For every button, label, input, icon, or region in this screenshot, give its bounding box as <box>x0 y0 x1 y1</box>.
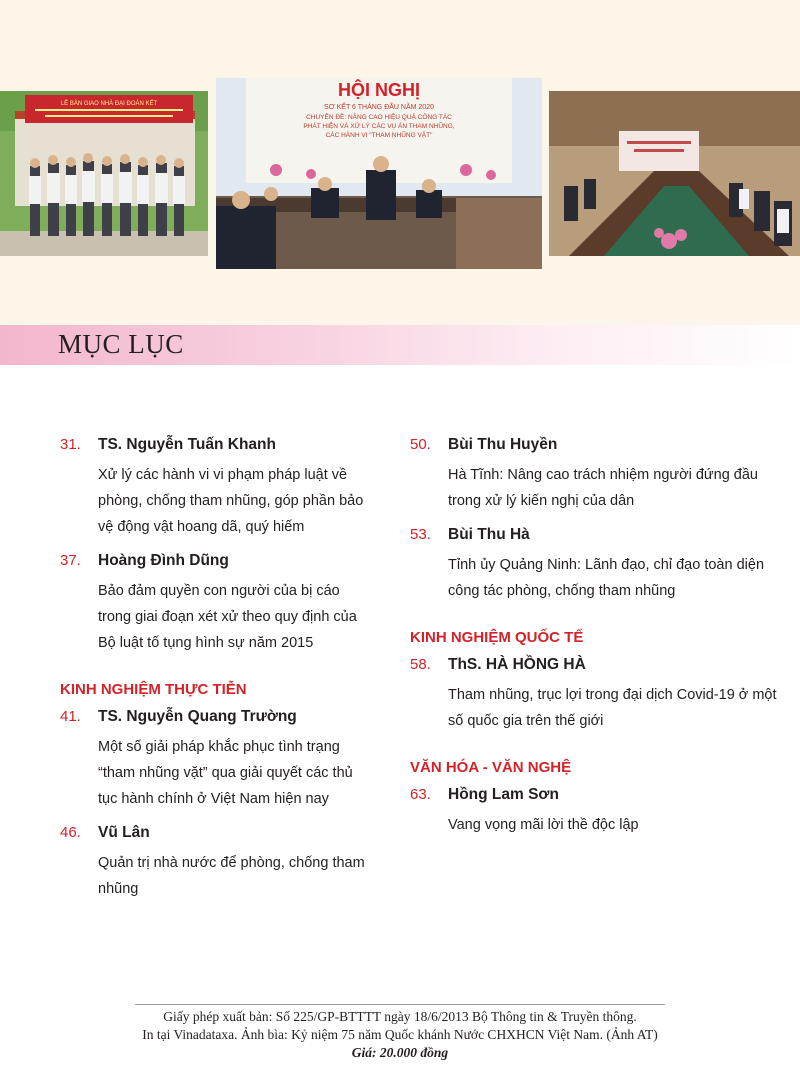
article-title: Tham nhũng, trục lợi trong đại dịch Covid-19 ở một số quốc gia trên thế giới <box>448 687 777 729</box>
article-title: Bảo đảm quyền con người của bị cáo trong giai đoạn xét xử theo quy định của Bộ luật tố tụng hình sự năm 2015 <box>98 583 357 651</box>
author-name: ThS. HÀ HỒNG HÀ <box>448 656 586 673</box>
page-number: 58. <box>410 656 431 673</box>
page-number: 53. <box>410 526 431 543</box>
author-name: TS. Nguyễn Tuấn Khanh <box>98 436 276 453</box>
conference-subtitle: SƠ KẾT 6 THÁNG ĐẦU NĂM 2020 <box>323 104 435 111</box>
toc-entry <box>60 820 370 902</box>
conference-topic-2: PHÁT HIỆN VÀ XỬ LÝ CÁC VỤ ÁN THAM NHŨNG, <box>303 123 455 130</box>
toc-entry <box>410 782 780 838</box>
page-number: 46. <box>60 824 81 841</box>
license-line: Giấy phép xuất bản: Số 225/GP-BTTTT ngày 18/6/2013 Bộ Thông tin & Truyền thông. <box>163 1009 637 1024</box>
section-heading: VĂN HÓA - VĂN NGHỆ <box>410 759 572 776</box>
meeting-room-photo <box>549 91 800 256</box>
conference-photo <box>216 78 542 269</box>
section-heading: KINH NGHIỆM THỰC TIỄN <box>60 681 247 698</box>
price-line: Giá: 20.000 đồng <box>351 1045 449 1060</box>
section-heading: KINH NGHIỆM QUỐC TẾ <box>410 629 584 646</box>
conference-topic-1: CHUYÊN ĐỀ: NÂNG CAO HIỆU QUẢ CÔNG TÁC <box>306 114 452 121</box>
article-title: Quản trị nhà nước để phòng, chống tham nhũng <box>98 855 365 897</box>
toc-right-column <box>410 432 780 838</box>
toc-left-column <box>60 432 370 902</box>
conference-heading: HỘI NGHỊ <box>337 80 421 100</box>
page-number: 63. <box>410 786 431 803</box>
publication-footer <box>0 1002 800 1062</box>
page-number: 37. <box>60 552 81 569</box>
toc-entry <box>410 432 780 514</box>
article-title: Xử lý các hành vi vi phạm pháp luật về phòng, chống tham nhũng, góp phần bảo vệ động vật hoang dã, quý hiếm <box>98 467 364 535</box>
author-name: Bùi Thu Huyền <box>448 436 558 453</box>
page-number: 50. <box>410 436 431 453</box>
author-name: Hoàng Đình Dũng <box>98 552 229 569</box>
banner-sign-text: LỄ BÀN GIAO NHÀ ĐẠI ĐOÀN KẾT <box>60 101 158 107</box>
page-number: 31. <box>60 436 81 453</box>
author-name: Vũ Lân <box>98 824 150 841</box>
article-title: Hà Tĩnh: Nâng cao trách nhiệm người đứng đầu trong xử lý kiến nghị của dân <box>448 467 758 509</box>
article-title: Vang vọng mãi lời thề độc lập <box>448 817 639 833</box>
article-title: Một số giải pháp khắc phục tình trạng “tham nhũng vặt” qua giải quyết các thủ tục hành chính ở Việt Nam hiện nay <box>98 739 353 807</box>
article-title: Tỉnh ủy Quảng Ninh: Lãnh đạo, chỉ đạo toàn diện công tác phòng, chống tham nhũng <box>448 557 765 599</box>
page-number: 41. <box>60 708 81 725</box>
author-name: TS. Nguyễn Quang Trường <box>98 708 297 725</box>
toc-entry <box>60 704 370 812</box>
toc-entry <box>410 522 780 604</box>
printing-line: In tại Vinadataxa. Ảnh bìa: Kỷ niệm 75 năm Quốc khánh Nước CHXHCN Việt Nam. (Ảnh AT) <box>142 1027 658 1042</box>
ceremony-photo <box>0 91 208 256</box>
author-name: Bùi Thu Hà <box>448 526 530 543</box>
author-name: Hồng Lam Sơn <box>448 786 559 803</box>
conference-topic-3: CÁC HÀNH VI "THAM NHŨNG VẶT" <box>325 132 433 139</box>
toc-entry <box>60 432 370 540</box>
toc-entry <box>410 652 780 734</box>
top-banner <box>0 0 800 325</box>
toc-title-band <box>0 325 800 365</box>
toc-entry <box>60 548 370 656</box>
page-title: MỤC LỤC <box>58 329 184 359</box>
